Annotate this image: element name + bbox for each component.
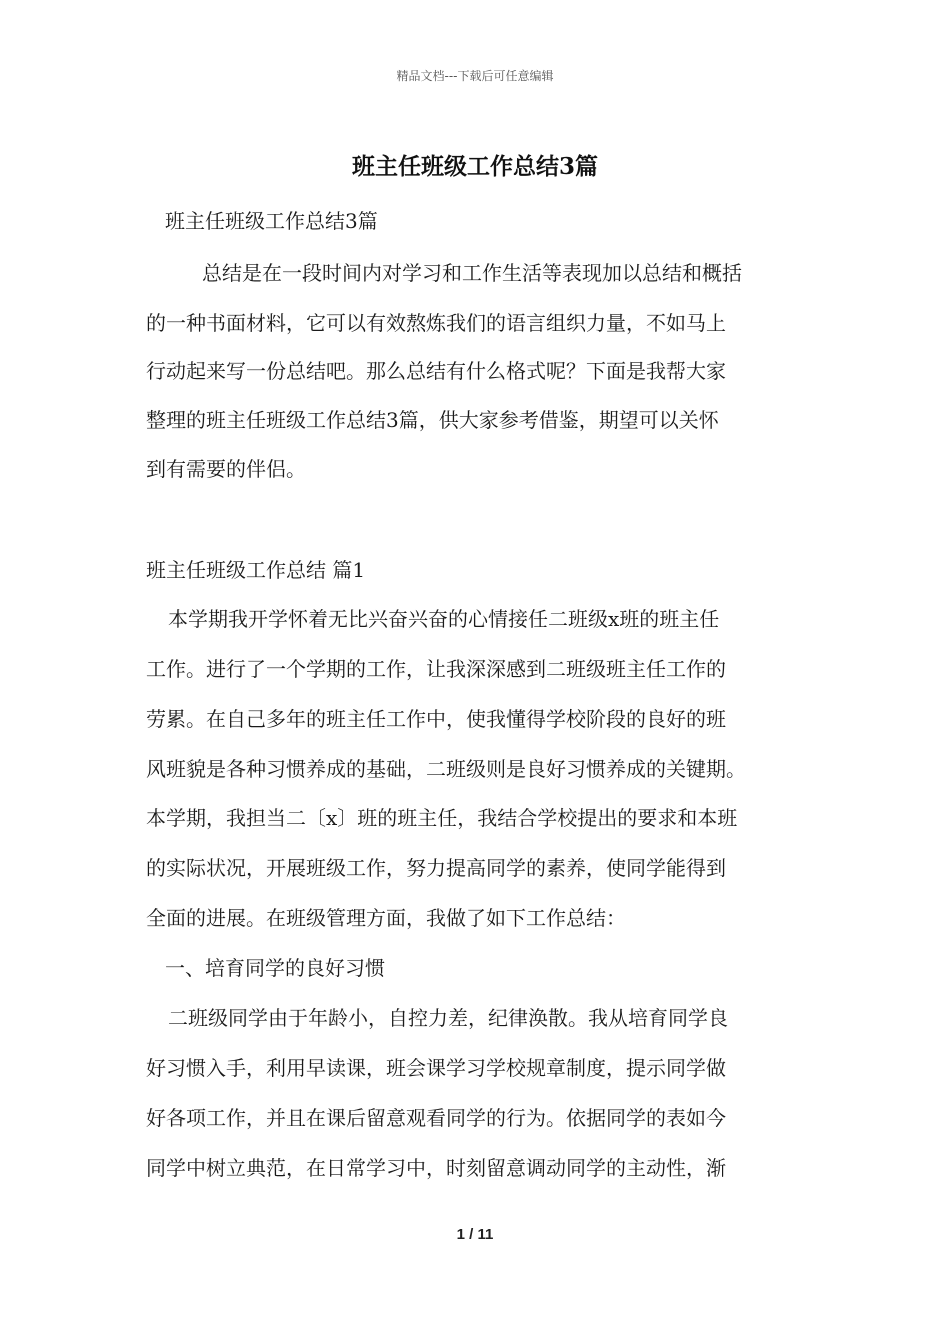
body-paragraph-line: 好各项工作，并且在课后留意观看同学的行为。依据同学的表如今 (146, 1106, 726, 1130)
body-paragraph-line: 劳累。在自己多年的班主任工作中，使我懂得学校阶段的良好的班 (146, 707, 726, 731)
body-paragraph-line: 全面的进展。在班级管理方面，我做了如下工作总结： (146, 906, 626, 930)
body-paragraph-line: 本学期，我担当二〔x〕班的班主任，我结合学校提出的要求和本班 (146, 806, 738, 830)
page-number: 1 / 11 (456, 1226, 494, 1243)
intro-paragraph-line: 到有需要的伴侣。 (146, 457, 306, 481)
body-paragraph-line: 同学中树立典范，在日常学习中，时刻留意调动同学的主动性，渐 (146, 1156, 726, 1180)
intro-paragraph-line: 行动起来写一份总结吧。那么总结有什么格式呢？下面是我帮大家 (146, 359, 726, 383)
document-title: 班主任班级工作总结3篇 (351, 153, 598, 180)
body-paragraph-line: 本学期我开学怀着无比兴奋兴奋的心情接任二班级x班的班主任 (168, 607, 720, 631)
body-paragraph-line: 二班级同学由于年龄小，自控力差，纪律涣散。我从培育同学良 (168, 1006, 728, 1030)
intro-paragraph-line: 整理的班主任班级工作总结3篇，供大家参考借鉴，期望可以关怀 (146, 408, 719, 432)
section-heading: 班主任班级工作总结 篇1 (146, 558, 366, 582)
body-paragraph-line: 的实际状况，开展班级工作，努力提高同学的素养，使同学能得到 (146, 856, 726, 880)
subsection-heading: 一、培育同学的良好习惯 (165, 956, 385, 980)
body-paragraph-line: 工作。进行了一个学期的工作，让我深深感到二班级班主任工作的 (146, 657, 726, 681)
intro-paragraph-line: 总结是在一段时间内对学习和工作生活等表现加以总结和概括 (202, 261, 742, 285)
body-paragraph-line: 好习惯入手，利用早读课，班会课学习学校规章制度，提示同学做 (146, 1056, 726, 1080)
body-paragraph-line: 风班貌是各种习惯养成的基础，二班级则是良好习惯养成的关键期。 (146, 757, 746, 781)
page-header: 精品文档---下载后可任意编辑 (396, 69, 554, 83)
intro-paragraph-line: 的一种书面材料，它可以有效熬炼我们的语言组织力量，不如马上 (146, 311, 726, 335)
subtitle-line: 班主任班级工作总结3篇 (165, 209, 378, 233)
